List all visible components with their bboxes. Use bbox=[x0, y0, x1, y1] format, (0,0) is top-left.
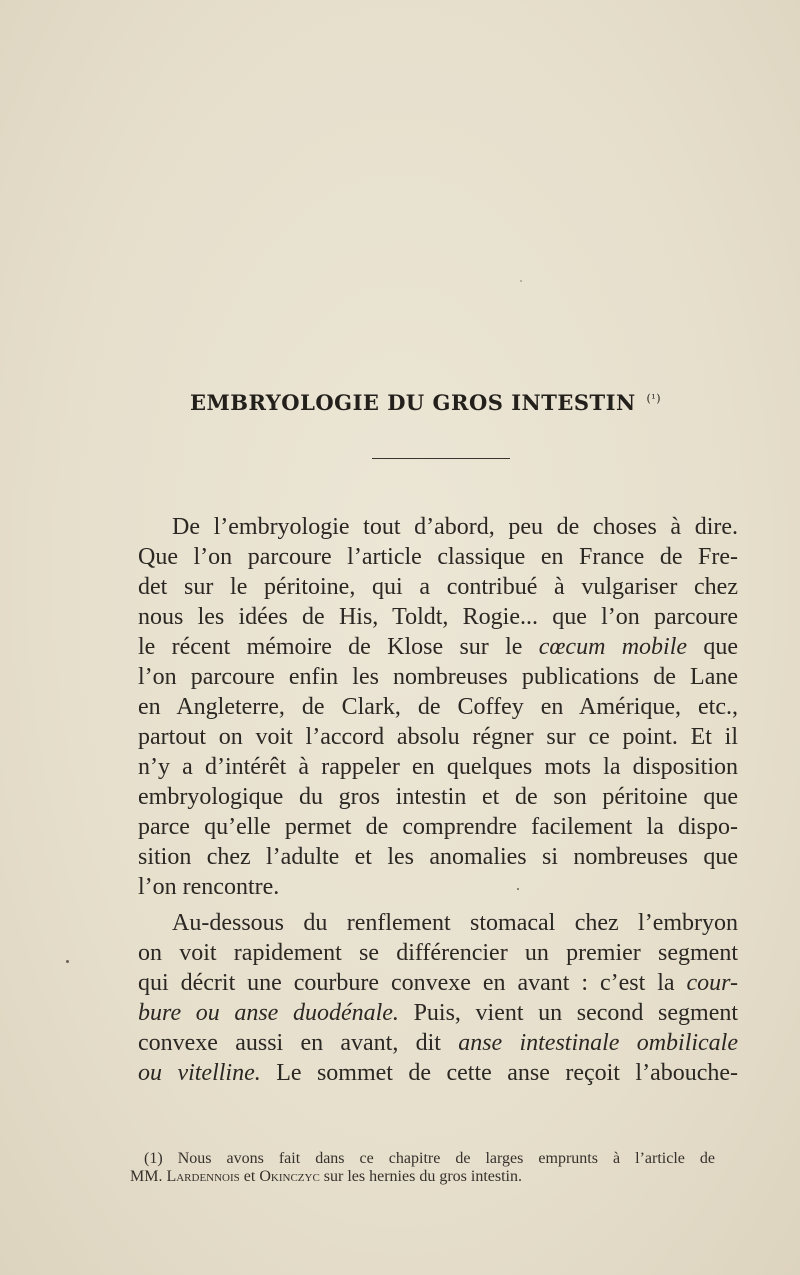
text-line bbox=[138, 632, 738, 662]
text-line bbox=[138, 1028, 738, 1058]
author-name: Lardennois bbox=[166, 1168, 240, 1185]
text-line bbox=[138, 968, 738, 998]
footnote-line bbox=[130, 1150, 715, 1168]
text-line: l’on parcoure enfin les nombreuses publications de Lane bbox=[138, 664, 738, 690]
text-segment: Puis, vient un second segment bbox=[413, 1000, 739, 1026]
text-line bbox=[138, 1058, 738, 1088]
text-segment: convexe aussi en avant, dit bbox=[138, 1030, 441, 1056]
text-line: embryologique du gros intestin et de son péritoine que bbox=[138, 784, 738, 810]
footnote-text: MM. bbox=[130, 1168, 163, 1185]
footnote-marker: (1) bbox=[144, 1150, 163, 1167]
text-segment: qui décrit une courbure convexe en avant : c’est la bbox=[138, 970, 675, 996]
italic-term: cour- bbox=[686, 970, 738, 996]
text-line: parce qu’elle permet de comprendre facilement la dispo- bbox=[138, 814, 738, 840]
text-segment: que bbox=[703, 634, 739, 660]
chapter-title bbox=[190, 390, 730, 415]
footnote-text: Nous avons fait dans ce chapitre de larges emprunts à l’article de bbox=[177, 1150, 715, 1167]
footnote bbox=[130, 1150, 715, 1186]
footnote-text: sur les hernies du gros intestin. bbox=[323, 1168, 522, 1185]
text-line bbox=[138, 998, 738, 1028]
text-line: De l’embryologie tout d’abord, peu de choses à dire. bbox=[172, 514, 738, 540]
text-line: sition chez l’adulte et les anomalies si nombreuses que bbox=[138, 844, 738, 870]
text-segment: le récent mémoire de Klose sur le bbox=[138, 634, 523, 660]
title-divider bbox=[372, 458, 510, 459]
italic-term: anse intestinale ombilicale bbox=[458, 1030, 738, 1056]
body-text bbox=[138, 512, 738, 1088]
text-line: Que l’on parcoure l’article classique en France de Fre- bbox=[138, 544, 738, 570]
text-line: on voit rapidement se différencier un premier segment bbox=[138, 940, 738, 966]
italic-term: cœcum mobile bbox=[538, 634, 688, 660]
text-line: partout on voit l’accord absolu régner sur ce point. Et il bbox=[138, 724, 738, 750]
author-name: Okinczyc bbox=[259, 1168, 320, 1185]
text-line: n’y a d’intérêt à rappeler en quelques mots la disposition bbox=[138, 754, 738, 780]
paper-speck bbox=[520, 280, 522, 282]
italic-term: ou vitelline. bbox=[138, 1060, 261, 1086]
paper-speck bbox=[66, 960, 69, 963]
text-line: l’on rencontre. bbox=[138, 874, 280, 900]
italic-term: bure ou anse duodénale. bbox=[138, 1000, 399, 1026]
text-segment: Le sommet de cette anse reçoit l’abouche- bbox=[276, 1060, 739, 1086]
chapter-title-text: EMBRYOLOGIE DU GROS INTESTIN bbox=[190, 390, 636, 415]
footnote-line bbox=[130, 1168, 715, 1186]
paper-speck bbox=[517, 888, 519, 890]
footnote-text: et bbox=[243, 1168, 256, 1185]
text-line: nous les idées de His, Toldt, Rogie... que l’on parcoure bbox=[138, 604, 738, 630]
text-line: en Angleterre, de Clark, de Coffey en Amérique, etc., bbox=[138, 694, 738, 720]
text-line: Au-dessous du renflement stomacal chez l’embryon bbox=[172, 910, 738, 936]
title-footnote-marker: (¹) bbox=[646, 392, 661, 405]
text-line: det sur le péritoine, qui a contribué à vulgariser chez bbox=[138, 574, 738, 600]
